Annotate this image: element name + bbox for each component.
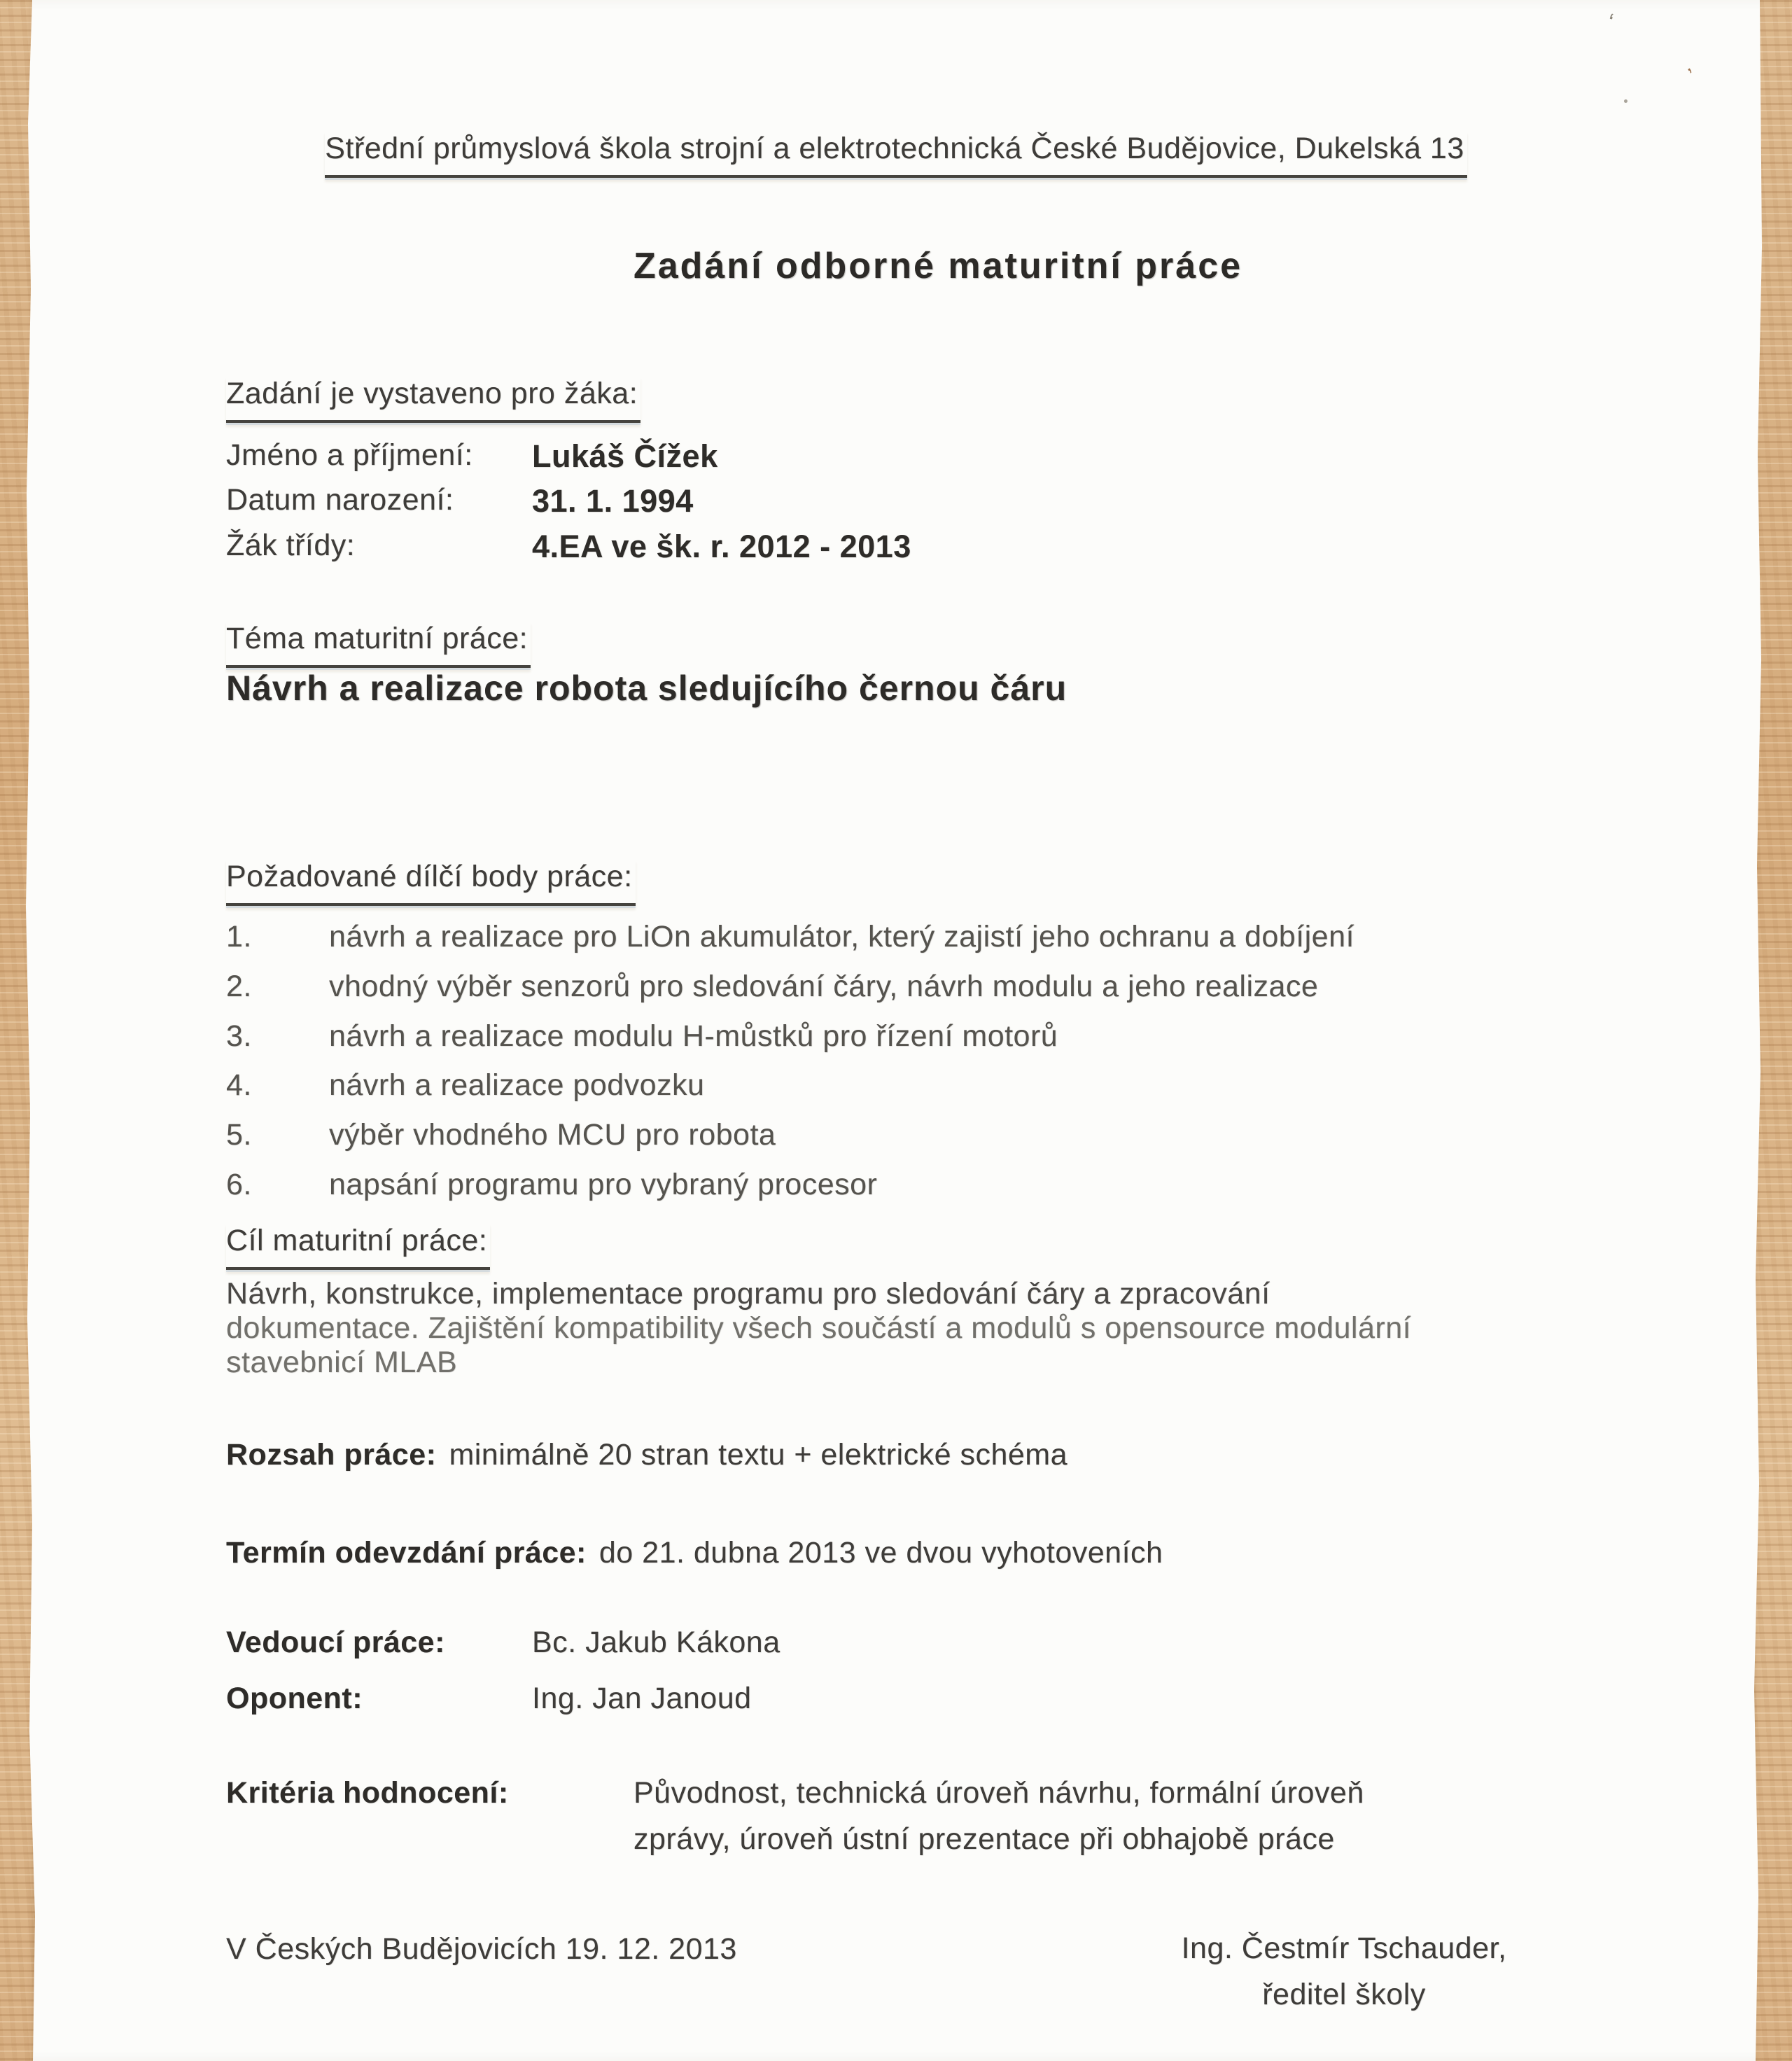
scan-speck: ʻ xyxy=(1604,9,1616,37)
requirement-number: 2. xyxy=(226,969,252,1003)
opponent-row xyxy=(226,1680,1556,1718)
student-class-value: 4.EA ve šk. r. 2012 - 2013 xyxy=(532,528,911,564)
signature-block xyxy=(1134,1925,1554,2018)
goal-line: Návrh, konstrukce, implementace programu pro sledování čáry a zpracování xyxy=(226,1277,1270,1311)
deadline-value: do 21. dubna 2013 ve dvou vyhotoveních xyxy=(598,1536,1163,1570)
requirement-number: 4. xyxy=(226,1068,252,1103)
requirements-heading-line xyxy=(226,858,636,906)
signature-name: Ing. Čestmír Tschauder, xyxy=(1181,1931,1507,1965)
student-section-heading: Zadání je vystaveno pro žáka: xyxy=(226,375,640,423)
scope-row xyxy=(226,1437,1068,1474)
student-section-heading-line xyxy=(226,375,640,423)
requirement-item xyxy=(226,968,1626,1006)
goal-heading: Cíl maturitní práce: xyxy=(226,1222,490,1270)
criteria-line: Původnost, technická úroveň návrhu, formální úroveň xyxy=(634,1776,1364,1810)
requirement-item xyxy=(226,918,1626,956)
requirements-list xyxy=(226,918,1626,1216)
goal-line: dokumentace. Zajištění kompatibility všech součástí a modulů s opensource modulární xyxy=(226,1311,1412,1345)
requirement-number: 1. xyxy=(226,920,252,953)
requirement-item xyxy=(226,1067,1626,1105)
scan-speck xyxy=(1624,99,1628,103)
student-name-value: Lukáš Čížek xyxy=(532,438,718,474)
thesis-topic: Návrh a realizace robota sledujícího černou čáru xyxy=(226,669,1068,708)
requirement-number: 5. xyxy=(226,1118,252,1152)
deadline-row xyxy=(226,1535,1163,1572)
school-header: Střední průmyslová škola strojní a elektrotechnická České Budějovice, Dukelská 13 xyxy=(325,130,1467,178)
goal-heading-line xyxy=(226,1222,490,1270)
requirement-number: 6. xyxy=(226,1167,252,1201)
requirement-text: návrh a realizace podvozku xyxy=(329,1068,705,1103)
deadline-label: Termín odevzdání práce: xyxy=(226,1536,587,1570)
requirements-heading: Požadované dílčí body práce: xyxy=(226,858,636,906)
topic-heading-line xyxy=(226,620,531,668)
supervisor-label: Vedoucí práce: xyxy=(226,1626,445,1659)
criteria-line: zprávy, úroveň ústní prezentace při obhajobě práce xyxy=(634,1822,1335,1856)
opponent-value: Ing. Jan Janoud xyxy=(532,1682,752,1715)
footer-place-date: V Českých Budějovicích 19. 12. 2013 xyxy=(226,1932,737,1966)
criteria-label: Kritéria hodnocení: xyxy=(226,1776,509,1810)
scope-label: Rozsah práce: xyxy=(226,1438,437,1472)
student-name-label: Jméno a příjmení: xyxy=(226,438,473,472)
criteria-row xyxy=(226,1770,1626,1862)
school-header-line xyxy=(0,130,1792,178)
student-info xyxy=(226,437,1556,566)
page-title: Zadání odborné maturitní práce xyxy=(633,246,1243,286)
goal-line: stavebnicí MLAB xyxy=(226,1346,458,1379)
requirement-text: návrh a realizace modulu H-můstků pro řízení motorů xyxy=(329,1019,1058,1053)
student-birthdate-value: 31. 1. 1994 xyxy=(532,483,694,519)
requirement-item xyxy=(226,1018,1626,1056)
scan-speck: ʼ xyxy=(1685,64,1702,88)
supervisor-value: Bc. Jakub Kákona xyxy=(532,1626,780,1659)
supervisor-row xyxy=(226,1624,1556,1662)
requirement-text: výběr vhodného MCU pro robota xyxy=(329,1118,776,1152)
requirement-item xyxy=(226,1117,1626,1154)
signature-role: ředitel školy xyxy=(1262,1978,1426,2011)
student-row xyxy=(226,437,1556,476)
requirement-text: vhodný výběr senzorů pro sledování čáry, návrh modulu a jeho realizace xyxy=(329,969,1319,1003)
topic-heading: Téma maturitní práce: xyxy=(226,620,531,668)
scope-value: minimálně 20 stran textu + elektrické schéma xyxy=(449,1438,1068,1472)
opponent-label: Oponent: xyxy=(226,1682,363,1715)
student-row xyxy=(226,482,1556,521)
requirement-item xyxy=(226,1166,1626,1204)
criteria-value xyxy=(634,1770,1364,1862)
student-class-label: Žák třídy: xyxy=(226,528,356,562)
student-birthdate-label: Datum narození: xyxy=(226,483,454,517)
goal-paragraph xyxy=(226,1277,1411,1380)
requirement-text: napsání programu pro vybraný procesor xyxy=(329,1167,878,1201)
requirement-number: 3. xyxy=(226,1019,252,1053)
student-row xyxy=(226,527,1556,566)
requirement-text: návrh a realizace pro LiOn akumulátor, který zajistí jeho ochranu a dobíjení xyxy=(329,920,1354,953)
